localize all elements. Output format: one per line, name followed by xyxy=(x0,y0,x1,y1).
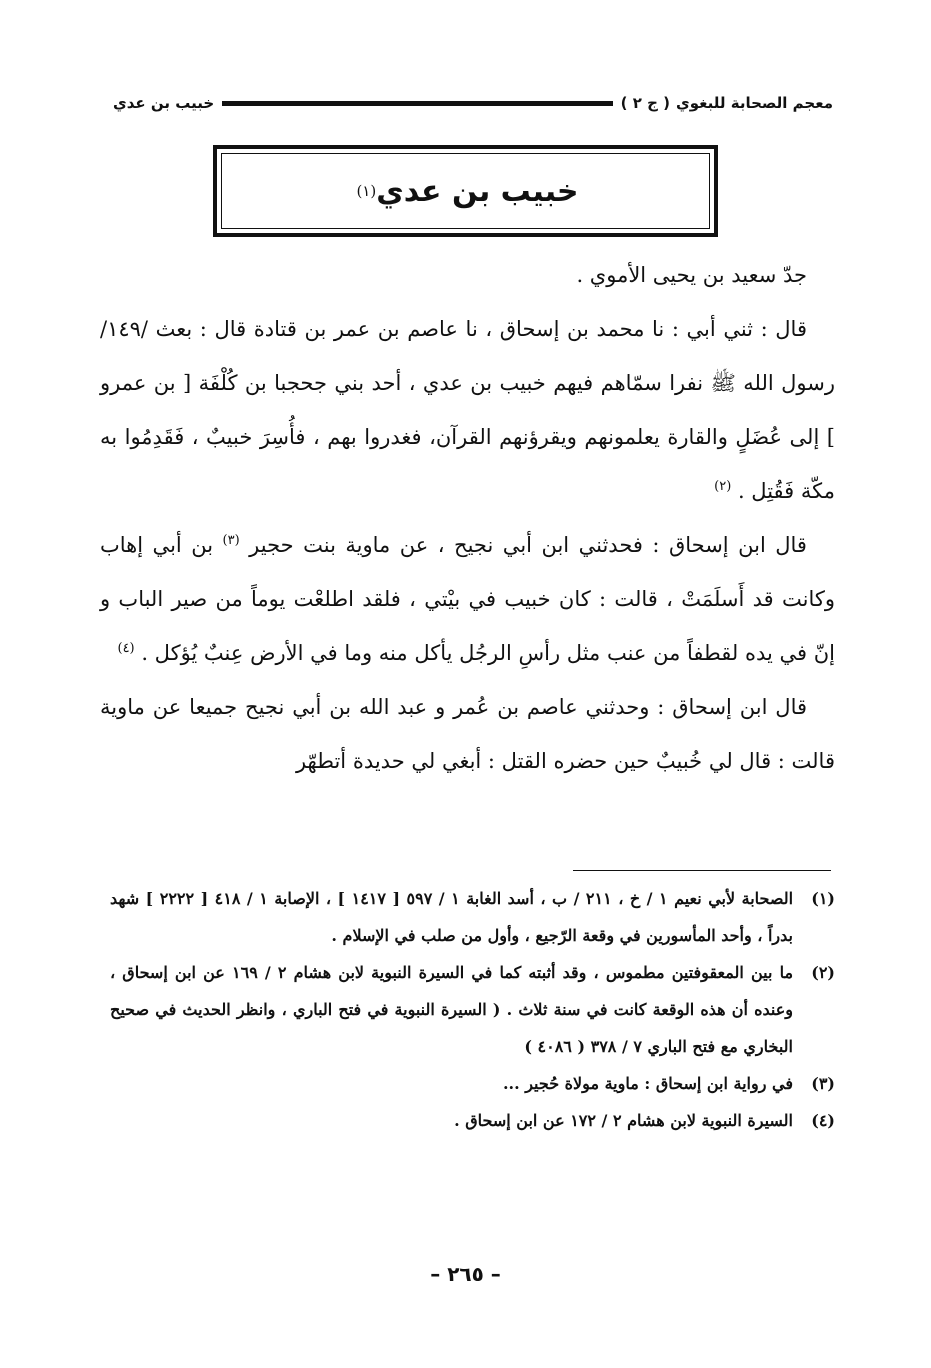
paragraph-1 xyxy=(100,248,835,302)
paragraph-4-text: قال ابن إسحاق : وحدثني عاصم بن عُمر و عبد الله بن أبي نجيح جميعا عن ماوية قالت : قال لي خُبيبٌ حين حضره القتل : أبغي لي حديدة أتطهّر xyxy=(100,695,835,773)
running-header xyxy=(113,90,833,116)
paragraph-3-text-b: بن أبي إهاب وكانت قد أَسلَمَتْ ، قالت : كان خبيب في بيْتي ، فلقد اطلعْت يوماً من صير الباب و إنّ في يده لقطفاً من عنب مثل رأسِ الرجُل يأكل منه وما في الأرض عِنبٌ يُؤكل . xyxy=(100,533,835,665)
footnote-text: ما بين المعقوفتين مطموس ، وقد أثبته كما في السيرة النبوية لابن هشام ٢ / ١٦٩ عن ابن إسحاق ، وعنده أن هذه الوقعة كانت في سنة ثلاث . ( السيرة النبوية في فتح الباري ، وانظر الحديث في صحيح البخاري مع فتح الباري ٧ / ٣٧٨ ( ٤٠٨٦ ) xyxy=(110,963,794,1056)
running-header-rule xyxy=(222,101,612,106)
footnote-2 xyxy=(110,954,835,1065)
paragraph-2-text: قال : ثني أبي : نا محمد بن إسحاق ، نا عاصم بن عمر بن قتادة قال : بعث /١٤٩/ رسول الله ﷺ نفرا سمّاهم فيهم خبيب بن عدي ، أحد بني جحجبا بن كُلْفَة [ بن عمرو ] إلى عُضَلٍ والقارة يعلمونهم ويقرؤنهم القرآن، فغدروا بهم ، فأُسِرَ خبيبٌ ، فَقَدِمُوا به مكّة فَقُتِل . xyxy=(100,317,835,503)
entry-title: خبيب بن عدي xyxy=(376,173,579,209)
footnote-text: السيرة النبوية لابن هشام ٢ / ١٧٢ عن ابن إسحاق . xyxy=(454,1111,793,1130)
footnote-ref-3: (٣) xyxy=(222,533,240,548)
entry-title-footnote-marker: (١) xyxy=(356,182,377,200)
running-header-volume: ( ج ٢ ) xyxy=(620,94,670,112)
footnote-1 xyxy=(110,880,835,954)
paragraph-2 xyxy=(100,302,835,518)
footnote-ref-4: (٤) xyxy=(117,641,135,656)
footnote-number: (٤) xyxy=(811,1111,835,1130)
page-number: – ٢٦٥ – xyxy=(430,1262,501,1286)
footnotes xyxy=(110,880,835,1139)
footnote-text: الصحابة لأبي نعيم ١ / خ ، ٢١١ / ب ، أسد الغابة ١ / ٥٩٧ [ ١٤١٧ ] ، الإصابة ١ / ٤١٨ [ ٢٢٢٢ ] شهد بدراً ، وأحد المأسورين في وقعة الرّجيع ، وأول من صلب في الإسلام . xyxy=(110,889,794,945)
footnote-text: في رواية ابن إسحاق : ماوية مولاة حُجير ... xyxy=(502,1074,793,1093)
body-text xyxy=(100,248,835,788)
paragraph-4 xyxy=(100,680,835,788)
footnote-4 xyxy=(110,1102,835,1139)
entry-title-box xyxy=(213,145,718,237)
footnote-3 xyxy=(110,1065,835,1102)
footnote-ref-2: (٢) xyxy=(714,479,732,494)
footnote-number: (٣) xyxy=(811,1074,835,1093)
running-header-entry: خبيب بن عدي xyxy=(113,94,215,112)
paragraph-3-text-a: قال ابن إسحاق : فحدثني ابن أبي نجيح ، عن ماوية بنت حجير xyxy=(249,533,807,557)
footnote-number: (٢) xyxy=(811,963,835,982)
running-header-book-title: معجم الصحابة للبغوي xyxy=(676,94,833,112)
footnote-number: (١) xyxy=(811,889,835,908)
footnote-separator xyxy=(573,870,831,871)
paragraph-3 xyxy=(100,518,835,680)
paragraph-1-text: جدّ سعيد بن يحيى الأموي . xyxy=(576,263,807,287)
